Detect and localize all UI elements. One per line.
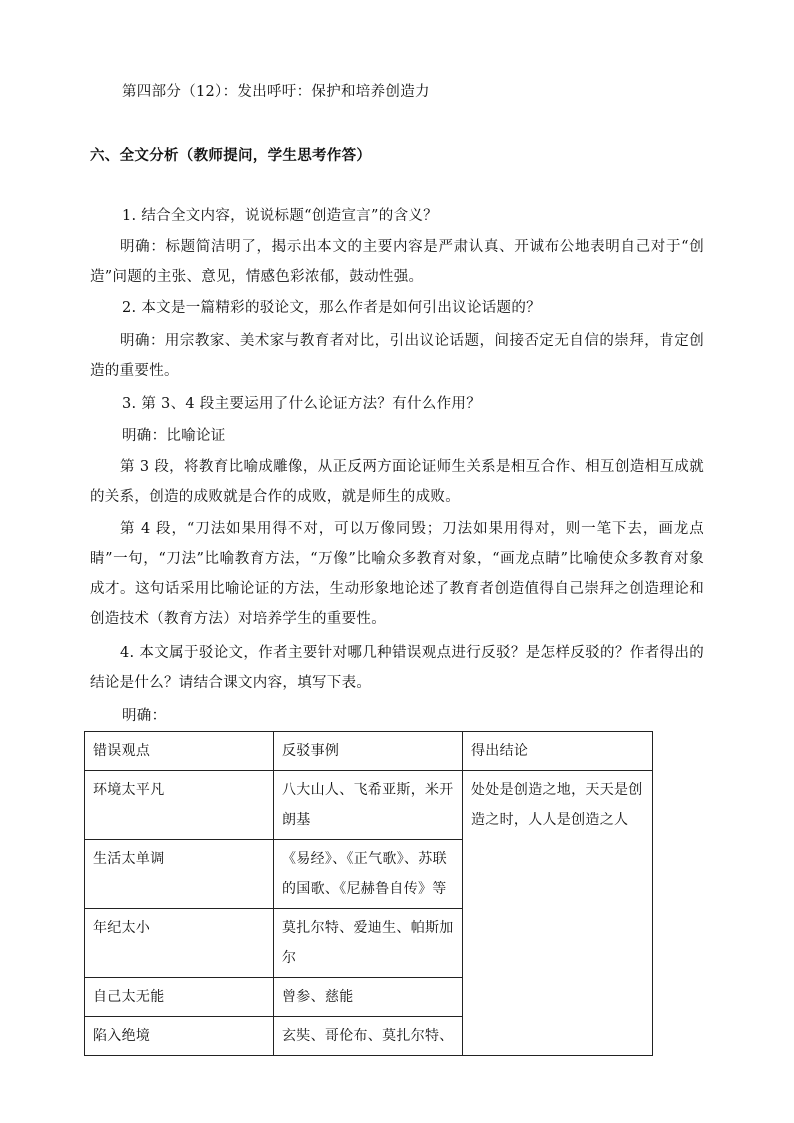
table-header-row xyxy=(85,732,653,771)
question-1: 1. 结合全文内容，说说标题“创造宣言”的含义？ xyxy=(122,208,438,224)
header-cell-refutation: 反驳事例 xyxy=(274,732,463,771)
header-cell-conclusion: 得出结论 xyxy=(463,732,653,771)
example-cell: 曾参、慈能 xyxy=(274,978,463,1017)
section6-heading: 六、全文分析（教师提问，学生思考作答） xyxy=(90,147,372,164)
conclusion-cell: 处处是创造之地，天天是创造之时，人人是创造之人 xyxy=(463,771,653,1056)
example-cell: 八大山人、飞希亚斯，米开朗基 xyxy=(274,771,463,840)
example-cell: 莫扎尔特、爱迪生、帕斯加尔 xyxy=(274,909,463,978)
question-2: 2. 本文是一篇精彩的驳论文，那么作者是如何引出议论话题的？ xyxy=(122,300,541,316)
refutation-table xyxy=(84,731,653,1056)
wrong-view-cell: 环境太平凡 xyxy=(85,771,274,840)
answer-1: 明确：标题简洁明了，揭示出本文的主要内容是严肃认真、开诚布公地表明自己对于“创造”问题的主张、意见，情感色彩浓郁，鼓动性强。 xyxy=(90,239,704,285)
question-4: 4. 本文属于驳论文，作者主要针对哪几种错误观点进行反驳？是怎样反驳的？作者得出的结论是什么？请结合课文内容，填写下表。 xyxy=(90,645,704,691)
wrong-view-cell: 生活太单调 xyxy=(85,840,274,909)
header-cell-wrong-view: 错误观点 xyxy=(85,732,274,771)
answer-3-label: 明确：比喻论证 xyxy=(122,428,226,444)
answer-2: 明确：用宗教家、美术家与教育者对比，引出议论话题，间接否定无自信的崇拜，肯定创造的重要性。 xyxy=(90,333,704,379)
wrong-view-cell: 年纪太小 xyxy=(85,909,274,978)
wrong-view-cell: 自己太无能 xyxy=(85,978,274,1017)
answer-3-paragraph-3: 第 3 段，将教育比喻成雕像，从正反两方面论证师生关系是相互合作、相互创造相互成就的关系，创造的成败就是合作的成败，就是师生的成败。 xyxy=(90,459,704,505)
answer-3-paragraph-4: 第 4 段，“刀法如果用得不对，可以万像同毁；刀法如果用得对，则一笔下去，画龙点睛”一句，“刀法”比喻教育方法，“万像”比喻众多教育对象，“画龙点睛”比喻使众多教育对象成才。这句话采用比喻论证的方法，生动形象地论述了教育者创造值得自己崇拜之创造理论和创造技术（教育方法）对培养学生的重要性。 xyxy=(90,521,704,627)
wrong-view-cell: 陷入绝境 xyxy=(85,1017,274,1056)
example-cell: 《易经》、《正气歌》、苏联的国歌、《尼赫鲁自传》等 xyxy=(274,840,463,909)
part4-line: 第四部分（12）：发出呼吁：保护和培养创造力 xyxy=(122,84,430,100)
question-3: 3. 第 3、4 段主要运用了什么论证方法？有什么作用？ xyxy=(122,396,482,412)
example-cell: 玄奘、哥伦布、莫扎尔特、 xyxy=(274,1017,463,1056)
table-row xyxy=(85,771,653,840)
answer-4-label: 明确： xyxy=(122,708,167,724)
